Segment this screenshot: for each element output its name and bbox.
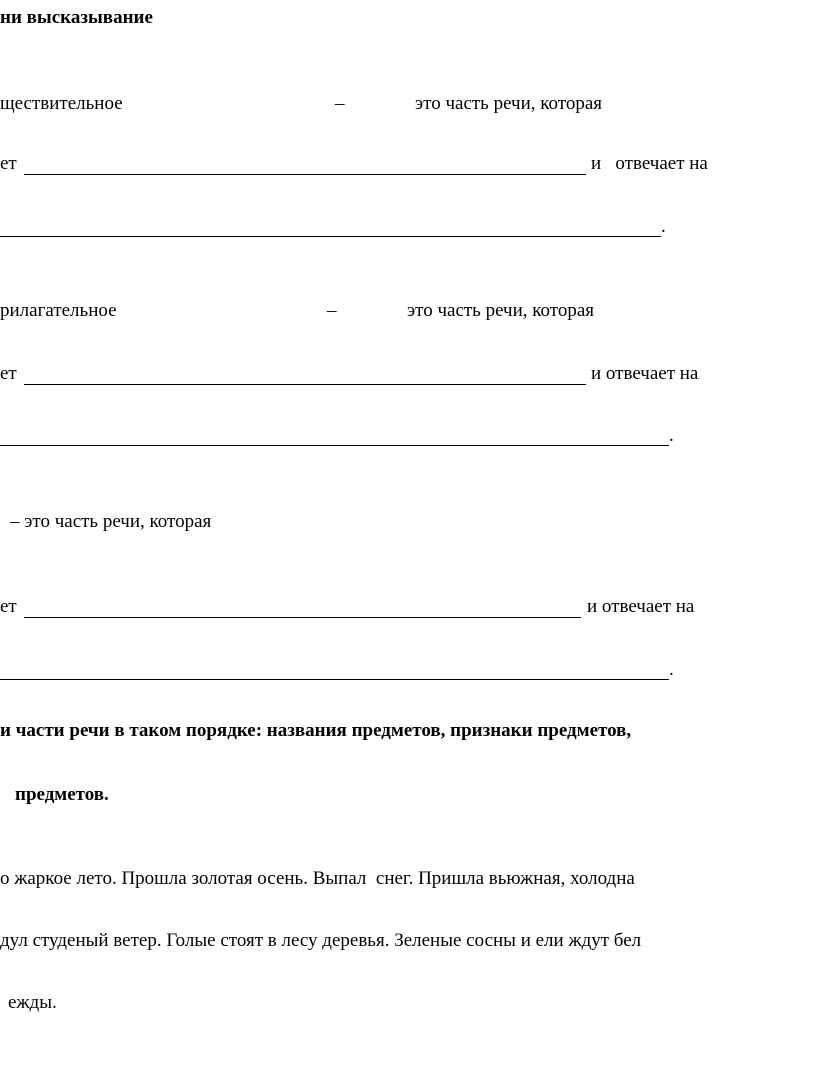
task2-instruction-line1: и части речи в таком порядке: названия предметов, признаки предметов, bbox=[0, 720, 632, 741]
text-line-2: дул студеный ветер. Голые стоят в лесу деревья. Зеленые сосны и ели ждут бел bbox=[0, 930, 642, 951]
task-heading: ни высказывание bbox=[0, 7, 153, 28]
noun-term: ществительное bbox=[0, 93, 123, 114]
verb-line2-suffix: и отвечает на bbox=[587, 596, 695, 617]
text-line-3: ежды. bbox=[8, 992, 57, 1013]
verb-line2-prefix: ет bbox=[0, 596, 17, 617]
noun-blank-1[interactable] bbox=[24, 174, 586, 175]
adjective-blank-1[interactable] bbox=[24, 384, 586, 385]
adjective-line2-suffix: и отвечает на bbox=[591, 363, 699, 384]
text-line-1: о жаркое лето. Прошла золотая осень. Выпал снег. Пришла вьюжная, холодна bbox=[0, 868, 635, 889]
adjective-blank-2[interactable] bbox=[0, 445, 669, 446]
verb-blank-1[interactable] bbox=[24, 617, 581, 618]
noun-line3-period: . bbox=[661, 216, 666, 237]
noun-line2-prefix: ет bbox=[0, 153, 17, 174]
noun-line2-suffix: и отвечает на bbox=[591, 153, 708, 174]
verb-line3-period: . bbox=[669, 659, 674, 680]
noun-blank-2[interactable] bbox=[0, 236, 661, 237]
verb-definition: – это часть речи, которая bbox=[10, 511, 212, 532]
adjective-dash: – bbox=[327, 300, 337, 321]
task2-instruction-line2: предметов. bbox=[15, 784, 109, 805]
adjective-term: рилагательное bbox=[0, 300, 117, 321]
noun-dash: – bbox=[335, 93, 345, 114]
adjective-line3-period: . bbox=[669, 425, 674, 446]
verb-blank-2[interactable] bbox=[0, 679, 669, 680]
noun-definition: это часть речи, которая bbox=[415, 93, 603, 114]
adjective-definition: это часть речи, которая bbox=[407, 300, 595, 321]
adjective-line2-prefix: ет bbox=[0, 363, 17, 384]
